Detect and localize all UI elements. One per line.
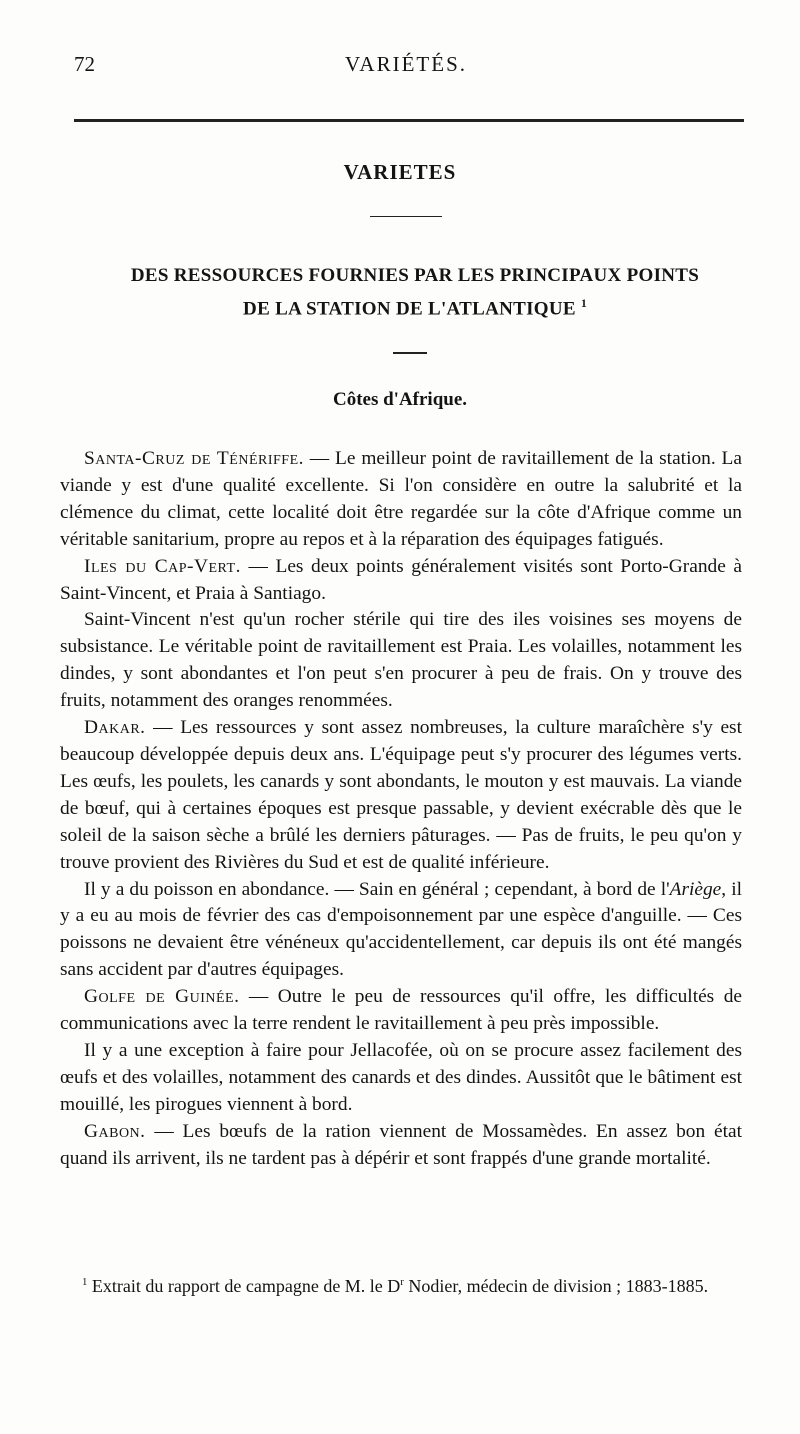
paragraph-text: — Les bœufs de la ration viennent de Mossamèdes. En assez bon état quand ils arrivent, ils ne tardent pas à dépérir et sont frappés d'une grande mortalité.: [60, 1120, 742, 1169]
paragraph-label: Golfe de Guinée.: [84, 986, 240, 1008]
article-title-line-2-text: DE LA STATION DE L'ATLANTIQUE: [243, 298, 576, 320]
article-title-line-2: [100, 290, 730, 323]
header-rule: [74, 119, 744, 122]
paragraph-text: — Les ressources y sont assez nombreuses, la culture maraîchère s'y est beaucoup développée depuis deux ans. L'équipage peut s'y procurer des légumes verts. Les œufs, les poulets, les canards y sont abondants, le mouton y est mauvais. La viande de bœuf, qui à certaines époques est presque passable, y devient exécrable dès que le soleil de la saison sèche a brûlé les derniers pâturages. — Pas de fruits, le peu qu'on y trouve provient des Rivières du Sud et est de qualité inférieure.: [60, 717, 742, 873]
footnote-text-before: Extrait du rapport de campagne de M. le D: [87, 1276, 401, 1296]
paragraph-saint-vincent: [60, 607, 742, 715]
paragraph-text: — Outre le peu de ressources qu'il offre, les difficultés de communications avec la terre rendent le ravitaillement à peu près impossible.: [60, 986, 742, 1035]
section-divider: [370, 216, 442, 217]
running-title: VARIÉTÉS.: [344, 52, 468, 76]
paragraph-gabon: [60, 1119, 742, 1173]
paragraph-label: Iles du Cap-Vert.: [84, 555, 241, 577]
footnote-text: [60, 1269, 742, 1299]
section-title: VARIETES: [343, 160, 457, 184]
footnote-text-after: Nodier, médecin de division ; 1883-1885.: [403, 1276, 709, 1296]
article-title: [100, 262, 730, 323]
article-title-line-1: DES RESSOURCES FOURNIES PAR LES PRINCIPAUX POINTS: [130, 265, 700, 286]
paragraph-text: — Le meilleur point de ravitaillement de la station. La viande y est d'une qualité excellente. Si l'on considère en outre la salubrité et la clémence du climat, cette localité doit être regardée sur la côte d'Afrique comme un véritable sanitarium, propre au repos et à la réparation des équipages fatigués.: [60, 448, 742, 550]
region-heading: Côtes d'Afrique.: [332, 389, 468, 410]
title-divider: [393, 352, 427, 354]
paragraph-santa-cruz: [60, 446, 742, 554]
ship-name: Ariège: [669, 878, 722, 900]
page-number: 72: [74, 52, 95, 76]
article-body: [60, 446, 742, 1172]
paragraph-text: , il y a eu au mois de février des cas d'empoisonnement par une espèce d'anguille. — Ces poissons ne devaient être vénéneux qu'accidentellement, car depuis ils ont été mangés sans accident par d'autres équipages.: [60, 878, 742, 981]
paragraph-label: Santa-Cruz de Ténériffe.: [84, 448, 304, 469]
footnote: [60, 1269, 742, 1299]
paragraph-golfe-guinee: [60, 984, 742, 1038]
paragraph-cap-vert: [60, 554, 742, 608]
paragraph-label: Dakar.: [84, 717, 146, 739]
paragraph-label: Gabon.: [84, 1120, 146, 1142]
paragraph-text: — Les deux points généralement visités sont Porto-Grande à Saint-Vincent, et Praia à Santiago.: [60, 555, 742, 604]
paragraph-dakar: [60, 715, 742, 876]
paragraph-text: Il y a une exception à faire pour Jellacofée, où on se procure assez facilement des œufs et des volailles, notamment des canards et des dindes. Aussitôt que le bâtiment est mouillé, les pirogues viennent à bord.: [60, 1039, 742, 1115]
footnote-superscript: r: [400, 1276, 404, 1288]
paragraph-text: Saint-Vincent n'est qu'un rocher stérile qui tire des iles voisines ses moyens de subsistance. Le véritable point de ravitaillement est Praia. Les volailles, notamment les dindes, y sont abondantes et l'on peut s'en procurer à peu de frais. On y trouve des fruits, notamment des oranges renommées.: [60, 609, 742, 712]
paragraph-text-before: Il y a du poisson en abondance. — Sain en général ; cependant, à bord de l': [84, 878, 670, 900]
running-head: [74, 52, 738, 80]
paragraph-jellacofee: [60, 1038, 742, 1119]
paragraph-poisson: [60, 877, 742, 985]
footnote-mark: 1: [82, 1276, 88, 1288]
footnote-reference[interactable]: 1: [580, 298, 587, 310]
